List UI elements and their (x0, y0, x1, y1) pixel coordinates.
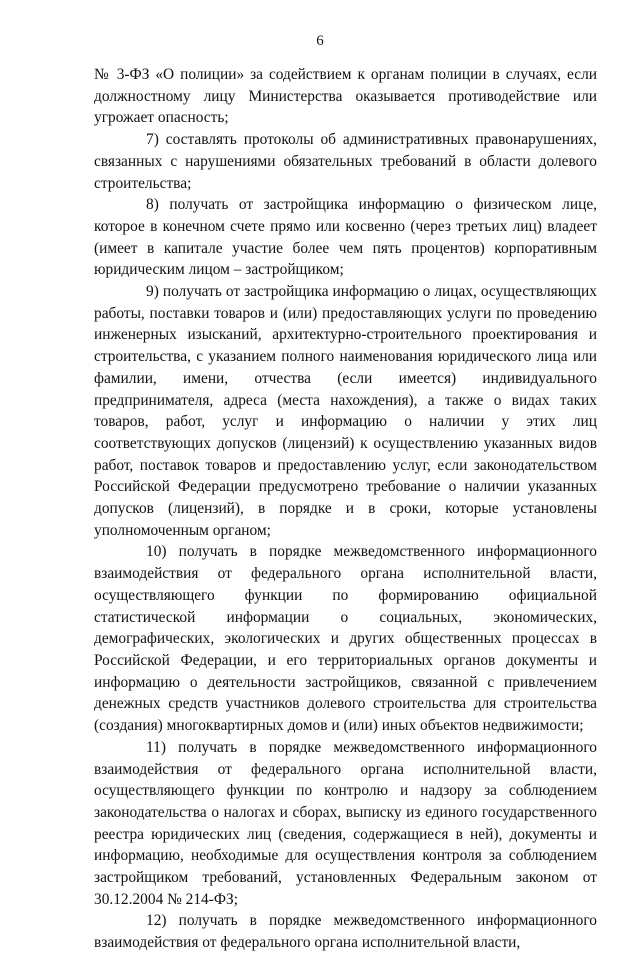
paragraph-item-12: 12) получать в порядке межведомственного информационного взаимодействия от федерального органа исполнительной власти, (94, 912, 597, 952)
page-number: 6 (316, 33, 324, 49)
paragraph-item-9: 9) получать от застройщика информацию о лицах, осуществляющих работы, поставки товаров и (или) предоставляющих услуги по проведению инженерных изысканий, архитектурно-строительного проектирования и строительства, с указанием полного наименования юридического лица или фамилии, имени, отчества (если имеется) индивидуального предпринимателя, адреса (места нахождения), а также о видах таких товаров, работ, услуг и информацию о наличии у этих лиц соответствующих допусков (лицензий) к осуществлению указанных видов работ, поставок товаров и предоставлению услуг, если законодательством Российской Федерации предусмотрено требование о наличии указанных допусков (лицензий), в порядке и в сроки, которые установлены уполномоченным органом; (94, 283, 597, 539)
paragraph-item-11: 11) получать в порядке межведомственного информационного взаимодействия от федерального органа исполнительной власти, осуществляющего функции по контролю и надзору за соблюдением законодательства о налогах и сборах, выписку из единого государственного реестра юридических лиц (сведения, содержащиеся в ней), документы и информацию, необходимые для осуществления контроля за соблюдением застройщиком требований, установленных Федеральным законом от 30.12.2004 № 214-ФЗ; (94, 738, 597, 908)
paragraph-item-8: 8) получать от застройщика информацию о физическом лице, которое в конечном счете прямо или косвенно (через третьих лиц) владеет (имеет в капитале участие более чем пять процентов) корпоративным юридическим лицом – застройщиком; (94, 196, 597, 279)
paragraph-item-10: 10) получать в порядке межведомственного информационного взаимодействия от федерального органа исполнительной власти, осуществляющего функции по формированию официальной статистической информации о социальных, экономических, демографических, экологических и других общественных процессах в Российской Федерации, и его территориальных органов документы и информацию о деятельности застройщиков, связанной с привлечением денежных средств участников долевого строительства для строительства (создания) многоквартирных домов и (или) иных объектов недвижимости; (94, 543, 597, 735)
paragraph-continuation: № 3-ФЗ «О полиции» за содействием к органам полиции в случаях, если должностному лицу Министерства оказывается противодействие или угрожает опасность; (94, 66, 597, 127)
paragraph-item-7: 7) составлять протоколы об административных правонарушениях, связанных с нарушениями обязательных требований в области долевого строительства; (94, 131, 597, 192)
document-body (94, 64, 597, 954)
